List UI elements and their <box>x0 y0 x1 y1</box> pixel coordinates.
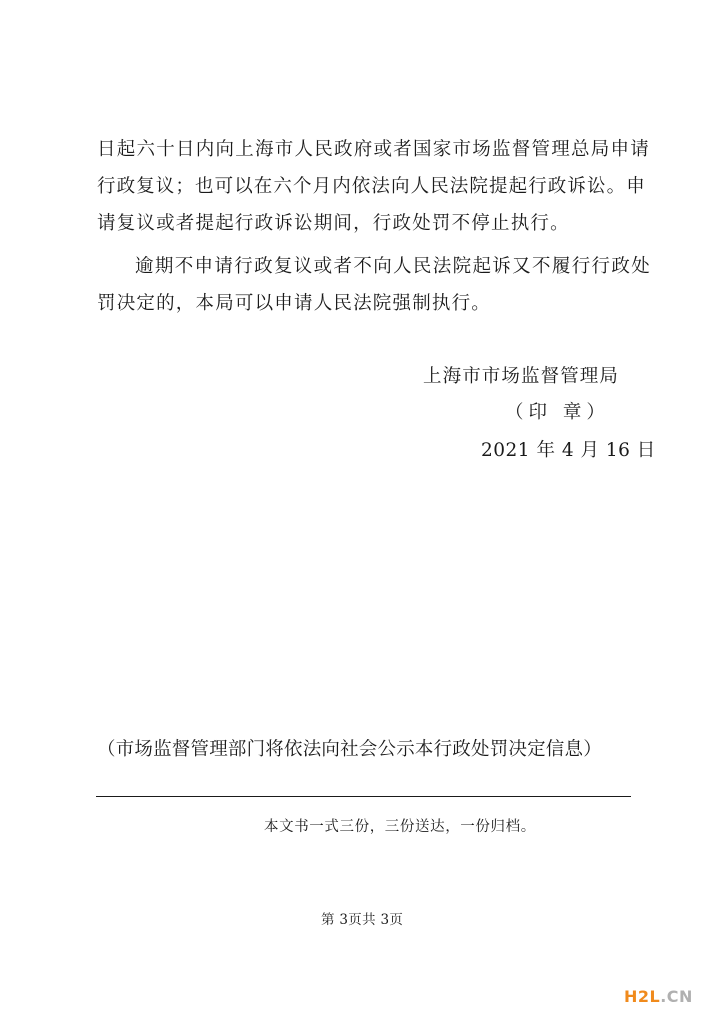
seal-placeholder: （印 章） <box>505 402 610 423</box>
public-disclosure-notice: （市场监督管理部门将依法向社会公示本行政处罚决定信息） <box>97 739 602 760</box>
body-line-1: 日起六十日内向上海市人民政府或者国家市场监督管理总局申请 <box>97 139 651 160</box>
page-number: 第 3页共 3页 <box>321 912 404 928</box>
copies-note: 本文书一式三份，三份送达，一份归档。 <box>264 819 536 835</box>
issue-date: 2021 年 4 月 16 日 <box>481 440 656 461</box>
horizontal-divider <box>96 796 631 797</box>
watermark-brand: H2L <box>624 987 661 1006</box>
body-line-5: 罚决定的，本局可以申请人民法院强制执行。 <box>97 293 492 314</box>
issuing-authority: 上海市市场监督管理局 <box>423 366 620 387</box>
body-line-4: 逾期不申请行政复议或者不向人民法院起诉又不履行行政处 <box>135 256 652 277</box>
watermark-suffix: .CN <box>660 987 693 1006</box>
body-line-2: 行政复议；也可以在六个月内依法向人民法院提起行政诉讼。申 <box>97 176 646 197</box>
body-line-3: 请复议或者提起行政诉讼期间，行政处罚不停止执行。 <box>97 213 570 234</box>
site-watermark-logo <box>624 987 693 1007</box>
